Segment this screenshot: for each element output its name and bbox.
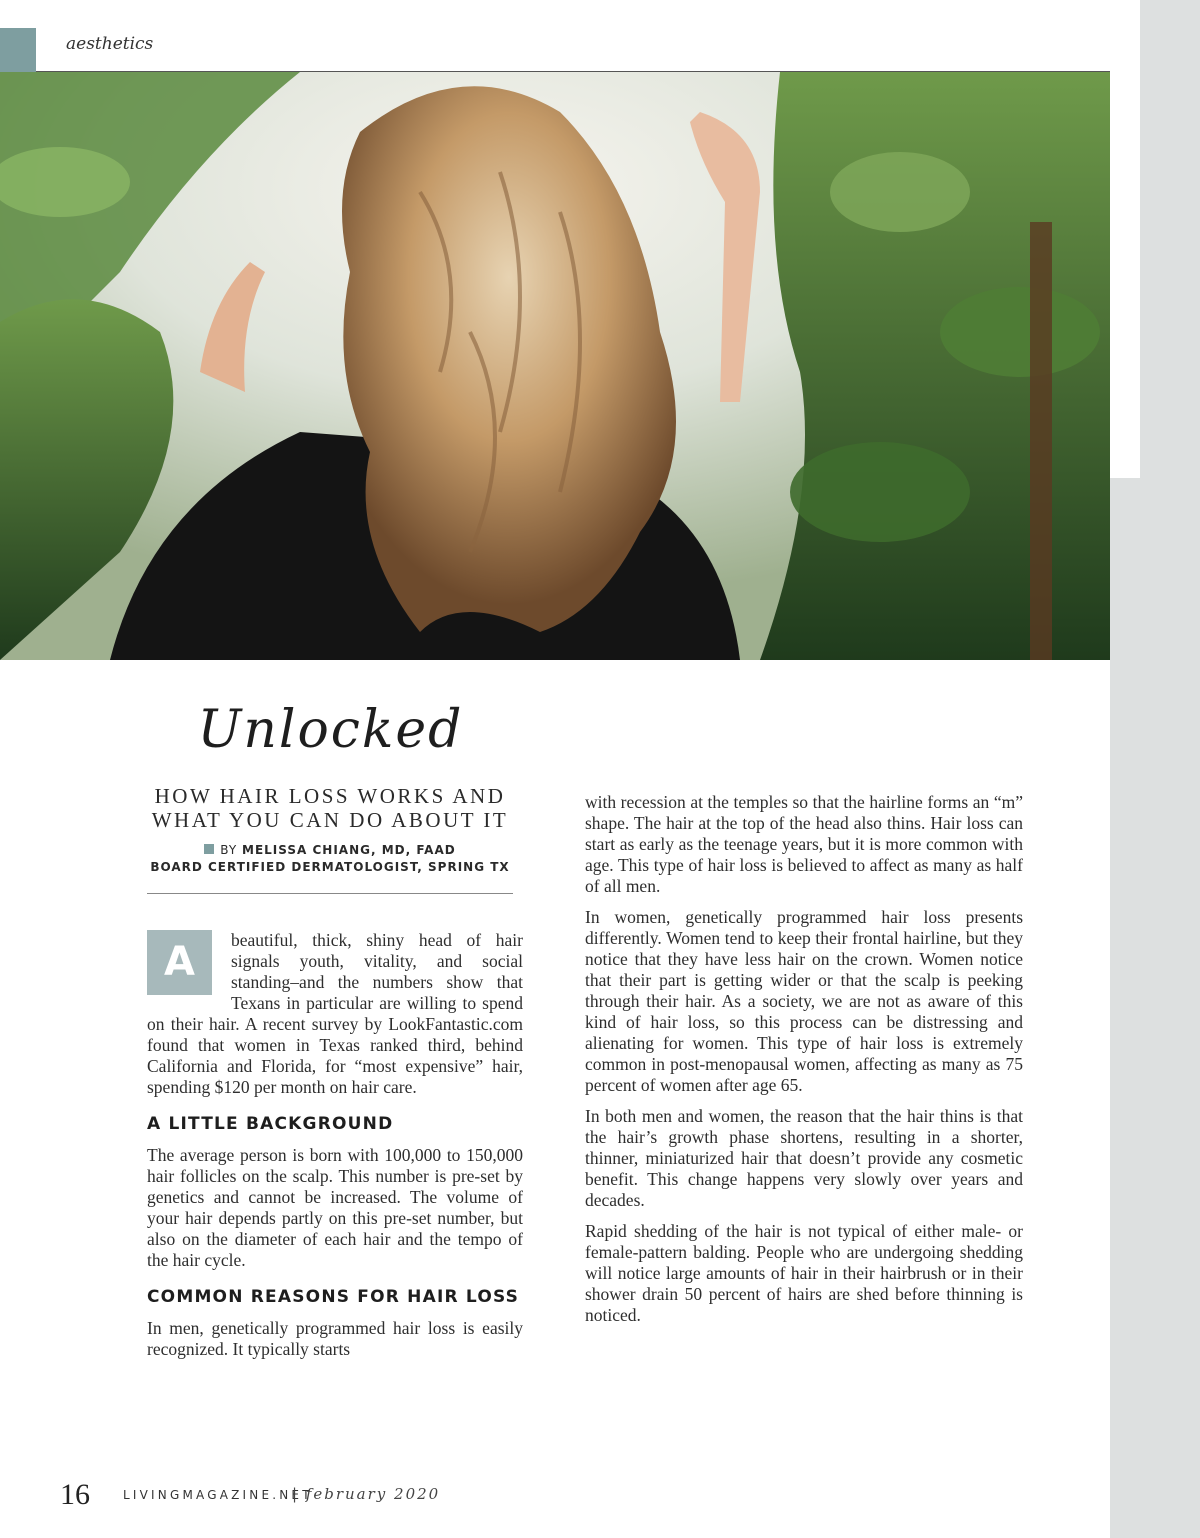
- subtitle-line-1: HOW HAIR LOSS WORKS AND: [154, 784, 506, 808]
- section-label: aesthetics: [66, 34, 154, 54]
- hero-photo: [0, 72, 1110, 660]
- footer-date: | february 2020: [292, 1485, 441, 1503]
- page-edge-strip-top: [1110, 0, 1140, 478]
- heading-reasons: COMMON REASONS FOR HAIR LOSS: [147, 1287, 520, 1307]
- paragraph-both: In both men and women, the reason that the hair thins is that the hair’s growth phase shortens, resulting in a shorter, thinner, miniaturized hair that doesn’t provide any cosmetic benefit. This change happens very slowly over years and decades.: [585, 1106, 1023, 1210]
- author-name: MELISSA CHIANG, MD, FAAD: [242, 843, 456, 857]
- article-title: Unlocked: [197, 700, 464, 760]
- intro-text: beautiful, thick, shiny head of hair signals youth, vitality, and social standing–and the numbers show that Texans in particular are willing to spend on their hair. A recent survey by LookFantastic.com found that women in Texas ranked third, behind California and Florida, for “most expensive” hair, spending $120 per month on hair care.: [147, 930, 523, 1097]
- author-title: BOARD CERTIFIED DERMATOLOGIST, SPRING TX: [150, 860, 510, 874]
- heading-background: A LITTLE BACKGROUND: [147, 1114, 394, 1134]
- article-subtitle: [140, 784, 520, 832]
- paragraph-background: The average person is born with 100,000 to 150,000 hair follicles on the scalp. This number is pre-set by genetics and cannot be increased. The volume of your hair depends partly on this pre-set number, but also on the diameter of each hair and the tempo of the hair cycle.: [147, 1145, 523, 1270]
- paragraph-men-start: In men, genetically programmed hair loss is easily recognized. It typically starts: [147, 1318, 523, 1359]
- section-tab: [0, 28, 36, 72]
- column-left: [147, 930, 523, 1370]
- paragraph-men-cont: with recession at the temples so that the hairline forms an “m” shape. The hair at the top of the head also thins. Hair loss can start as early as the teenage years, but it is more common with age. This type of hair loss is believed to affect as many as half of all men.: [585, 792, 1023, 896]
- paragraph-women: In women, genetically programmed hair loss presents differently. Women tend to keep their frontal hairline, but they notice that they have less hair on the crown. Women notice that their part is getting wider or that the scalp is peeking through their hair. As a society, we are not as aware of this kind of hair loss, so this process can be distressing and alienating for women. This type of hair loss is extremely common in post-menopausal women, affecting as many as 75 percent of women after age 65.: [585, 907, 1023, 1095]
- paragraph-shedding: Rapid shedding of the hair is not typical of either male- or female-pattern balding. People who are undergoing shedding will notice large amounts of hair in their hairbrush or in their shower drain 50 percent of hairs are shed before thinning is noticed.: [585, 1221, 1023, 1325]
- page-number: 16: [60, 1478, 90, 1511]
- intro-paragraph: [147, 930, 523, 1098]
- byline: [140, 842, 520, 876]
- subtitle-line-2: WHAT YOU CAN DO ABOUT IT: [151, 808, 509, 832]
- byline-prefix: BY: [220, 843, 238, 857]
- byline-rule: [147, 893, 513, 894]
- footer-site: LIVINGMAGAZINE.NET: [123, 1488, 313, 1502]
- column-right: [585, 792, 1023, 1336]
- drop-cap: A: [147, 930, 212, 995]
- square-bullet-icon: [204, 844, 214, 854]
